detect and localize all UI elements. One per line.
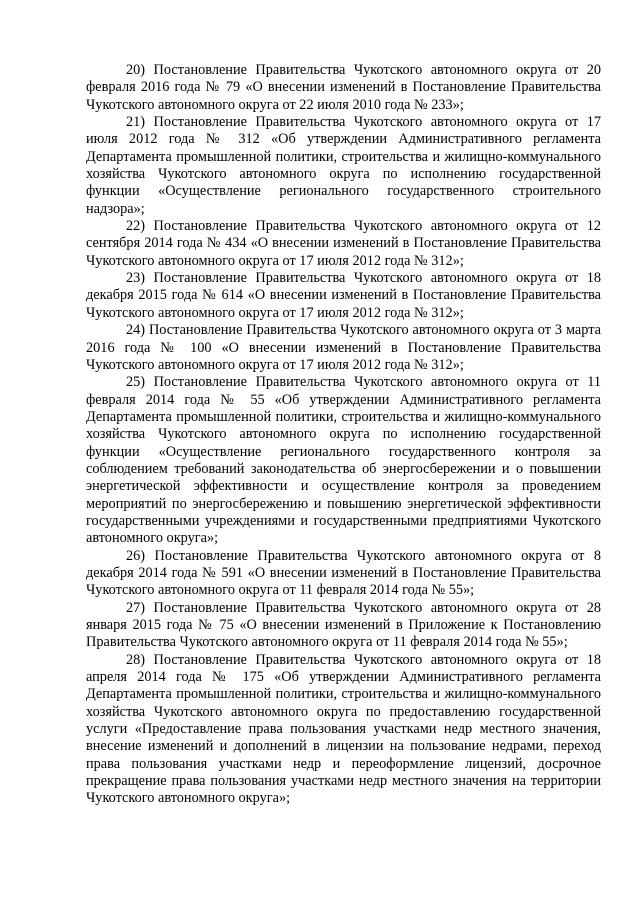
list-item-23: 23) Постановление Правительства Чукотского автономного округа от 18 декабря 2015 года № 614 «О внесении изменений в Постановление Правительства Чукотского автономного округа от 17 июля 2012 года № 312»;: [86, 270, 601, 321]
list-item-28: 28) Постановление Правительства Чукотского автономного округа от 18 апреля 2014 года № 175 «Об утверждении Административного регламента Департамента промышленной политики, строительства и жилищно-коммунального хозяйства Чукотского автономного округа по предоставлению государственной услуги «Предоставление права пользования участками недр местного значения, внесение изменений и дополнений в лицензии на пользование недрами, переход права пользования участками недр и переоформление лицензий, досрочное прекращение права пользования участками недр местного значения на территории Чукотского автономного округа»;: [86, 651, 601, 807]
list-item-26: 26) Постановление Правительства Чукотского автономного округа от 8 декабря 2014 года № 591 «О внесении изменений в Постановление Правительства Чукотского автономного округа от 11 февраля 2014 года № 55»;: [86, 547, 601, 599]
list-item-27: 27) Постановление Правительства Чукотского автономного округа от 28 января 2015 года № 75 «О внесении изменений в Приложение к Постановлению Правительства Чукотского автономного округа от 11 февраля 2014 года № 55»;: [86, 599, 601, 651]
document-page: [86, 62, 601, 808]
list-item-22: 22) Постановление Правительства Чукотского автономного округа от 12 сентября 2014 года № 434 «О внесении изменений в Постановление Правительства Чукотского автономного округа от 17 июля 2012 года № 312»;: [86, 218, 601, 269]
list-item-24: 24) Постановление Правительства Чукотского автономного округа от 3 марта 2016 года № 100 «О внесении изменений в Постановление Правительства Чукотского автономного округа от 17 июля 2012 года № 312»;: [86, 322, 601, 373]
list-item-25: 25) Постановление Правительства Чукотского автономного округа от 11 февраля 2014 года № 55 «Об утверждении Административного регламента Департамента промышленной политики, строительства и жилищно-коммунального хозяйства Чукотского автономного округа по исполнению государственной функции «Осуществление регионального государственного контроля за соблюдением требований законодательства об энергосбережении и о повышении энергетической эффективности и осуществление контроля за проведением мероприятий по энергосбережению и повышению энергетической эффективности государственными учреждениями и государственными предприятиями Чукотского автономного округа»;: [86, 374, 601, 547]
list-item-20: 20) Постановление Правительства Чукотского автономного округа от 20 февраля 2016 года № 79 «О внесении изменений в Постановление Правительства Чукотского автономного округа от 22 июля 2010 года № 233»;: [86, 62, 601, 113]
list-item-21: 21) Постановление Правительства Чукотского автономного округа от 17 июля 2012 года № 312 «Об утверждении Административного регламента Департамента промышленной политики, строительства и жилищно-коммунального хозяйства Чукотского автономного округа по исполнению государственной функции «Осуществление регионального государственного строительного надзора»;: [86, 114, 601, 217]
